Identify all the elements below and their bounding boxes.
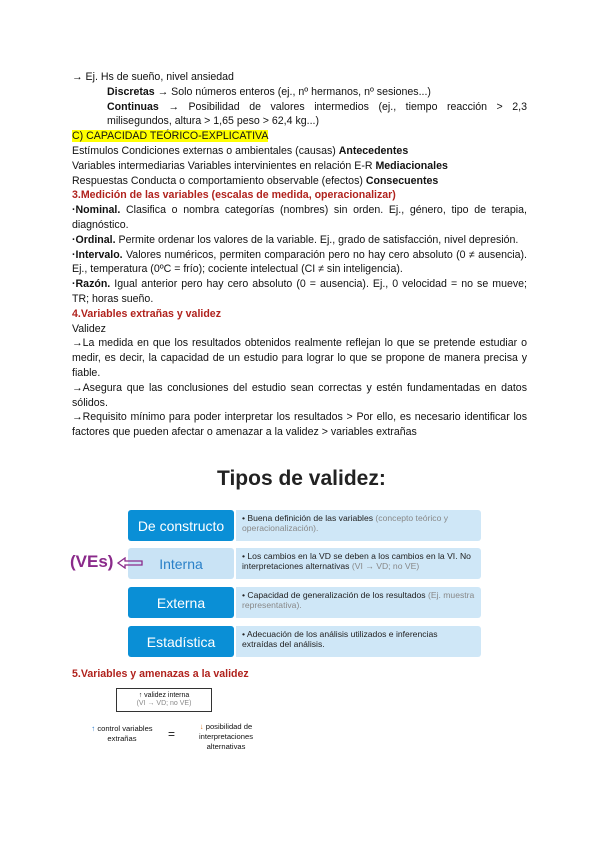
validez-interna-box — [116, 688, 212, 712]
validity-desc: • Adecuación de los análisis utilizados e inferencias extraídas del análisis. — [236, 626, 481, 657]
discretas-term: Discretas — [107, 85, 155, 98]
arrow-left-icon — [117, 557, 143, 569]
box-subtitle: (VI → VD; no VE) — [136, 700, 192, 707]
box-title: ↑ validez interna — [138, 692, 190, 699]
validez-point-1: →La medida en que los resultados obtenidos realmente reflejan lo que se pretende estudiar o medir, es decir, la capacidad de un estudio para lograr lo que se propone de manera precisa y fiable. — [72, 337, 527, 379]
discretas-text: → Solo números enteros (ej., nº hermanos, nº sesiones...) — [154, 85, 431, 98]
validity-label: Externa — [128, 587, 234, 618]
document-body — [72, 70, 527, 440]
validity-desc: • Capacidad de generalización de los resultados (Ej. muestra representativa). — [236, 587, 481, 618]
validity-label: De constructo — [128, 510, 234, 541]
nominal-line: ·Nominal. Clasifica o nombra categorías (nombres) sin orden. Ej., género, tipo de terapia, diagnóstico. — [72, 204, 527, 231]
validez-point-3: →Requisito mínimo para poder interpretar los resultados > Por ello, es necesario identificar los factores que pueden afectar o amenazar a la validez > variables extrañas — [72, 411, 527, 439]
validez-label: Validez — [72, 322, 106, 335]
control-variables: ↑ control variables extrañas — [91, 724, 153, 743]
example-line: → Ej. Hs de sueño, nivel ansiedad — [72, 71, 234, 83]
equals-sign: = — [168, 727, 176, 741]
section5-heading: 5.Variables y amenazas a la validez — [72, 668, 249, 680]
section4-heading: 4.Variables extrañas y validez — [72, 307, 221, 320]
figure-title: Tipos de validez: — [217, 467, 386, 490]
validity-desc: • Los cambios en la VD se deben a los cambios en la VI. No interpretaciones alternativas (VI → VD; no VE) — [236, 548, 481, 579]
continuas-term: Continuas — [107, 100, 159, 113]
continuas-line — [72, 100, 527, 130]
razon-line: ·Razón. Igual anterior pero hay cero absoluto (0 = ausencia). Ej., 0 velocidad = no se mueve; TR; horas sueño. — [72, 278, 527, 305]
validity-desc: • Buena definición de las variables (concepto teórico y operacionalización). — [236, 510, 481, 541]
down-arrow-icon: ↓ — [199, 722, 204, 731]
consecuentes-line: Respuestas Conducta o comportamiento observable (efectos) Consecuentes — [72, 174, 439, 187]
validity-row-constructo — [128, 510, 481, 541]
validity-label: Interna — [128, 548, 234, 579]
ves-label: (VEs) — [70, 552, 114, 571]
validez-point-2: →Asegura que las conclusiones del estudio sean correctas y estén fundamentadas en datos sólidos. — [72, 381, 527, 409]
intervalo-line: ·Intervalo. Valores numéricos, permiten comparación pero no hay cero absoluto (0 ≠ ausencia). Ej., temperatura (0ºC = frío); cociente intelectual (CI ≠ sin inteligencia). — [72, 248, 527, 276]
up-arrow-icon: ↑ — [91, 724, 96, 733]
continuas-text: → Posibilidad de valores intermedios (ej., tiempo reacción > 2,3 milisegundos, altura > 1,65 peso > 62,4 kg...) — [107, 100, 527, 128]
validity-label: Estadística — [128, 626, 234, 657]
validity-row-estadistica — [128, 626, 481, 657]
posibilidad-interpretaciones: ↓ posibilidad de interpretaciones alternativas — [198, 722, 254, 751]
validity-row-interna — [128, 548, 481, 579]
section-c-heading: C) CAPACIDAD TEÓRICO-EXPLICATIVA — [72, 130, 269, 143]
validity-row-externa — [128, 587, 481, 618]
antecedentes-line: Estímulos Condiciones externas o ambientales (causas) Antecedentes — [72, 144, 409, 157]
discretas-line — [72, 85, 527, 100]
section3-heading: 3.Medición de las variables (escalas de medida, operacionalizar) — [72, 189, 396, 202]
ordinal-line: ·Ordinal. Permite ordenar los valores de la variable. Ej., grado de satisfacción, nivel depresión. — [72, 233, 519, 246]
mediacionales-line: Variables intermediarias Variables intervinientes en relación E-R Mediacionales — [72, 159, 448, 172]
